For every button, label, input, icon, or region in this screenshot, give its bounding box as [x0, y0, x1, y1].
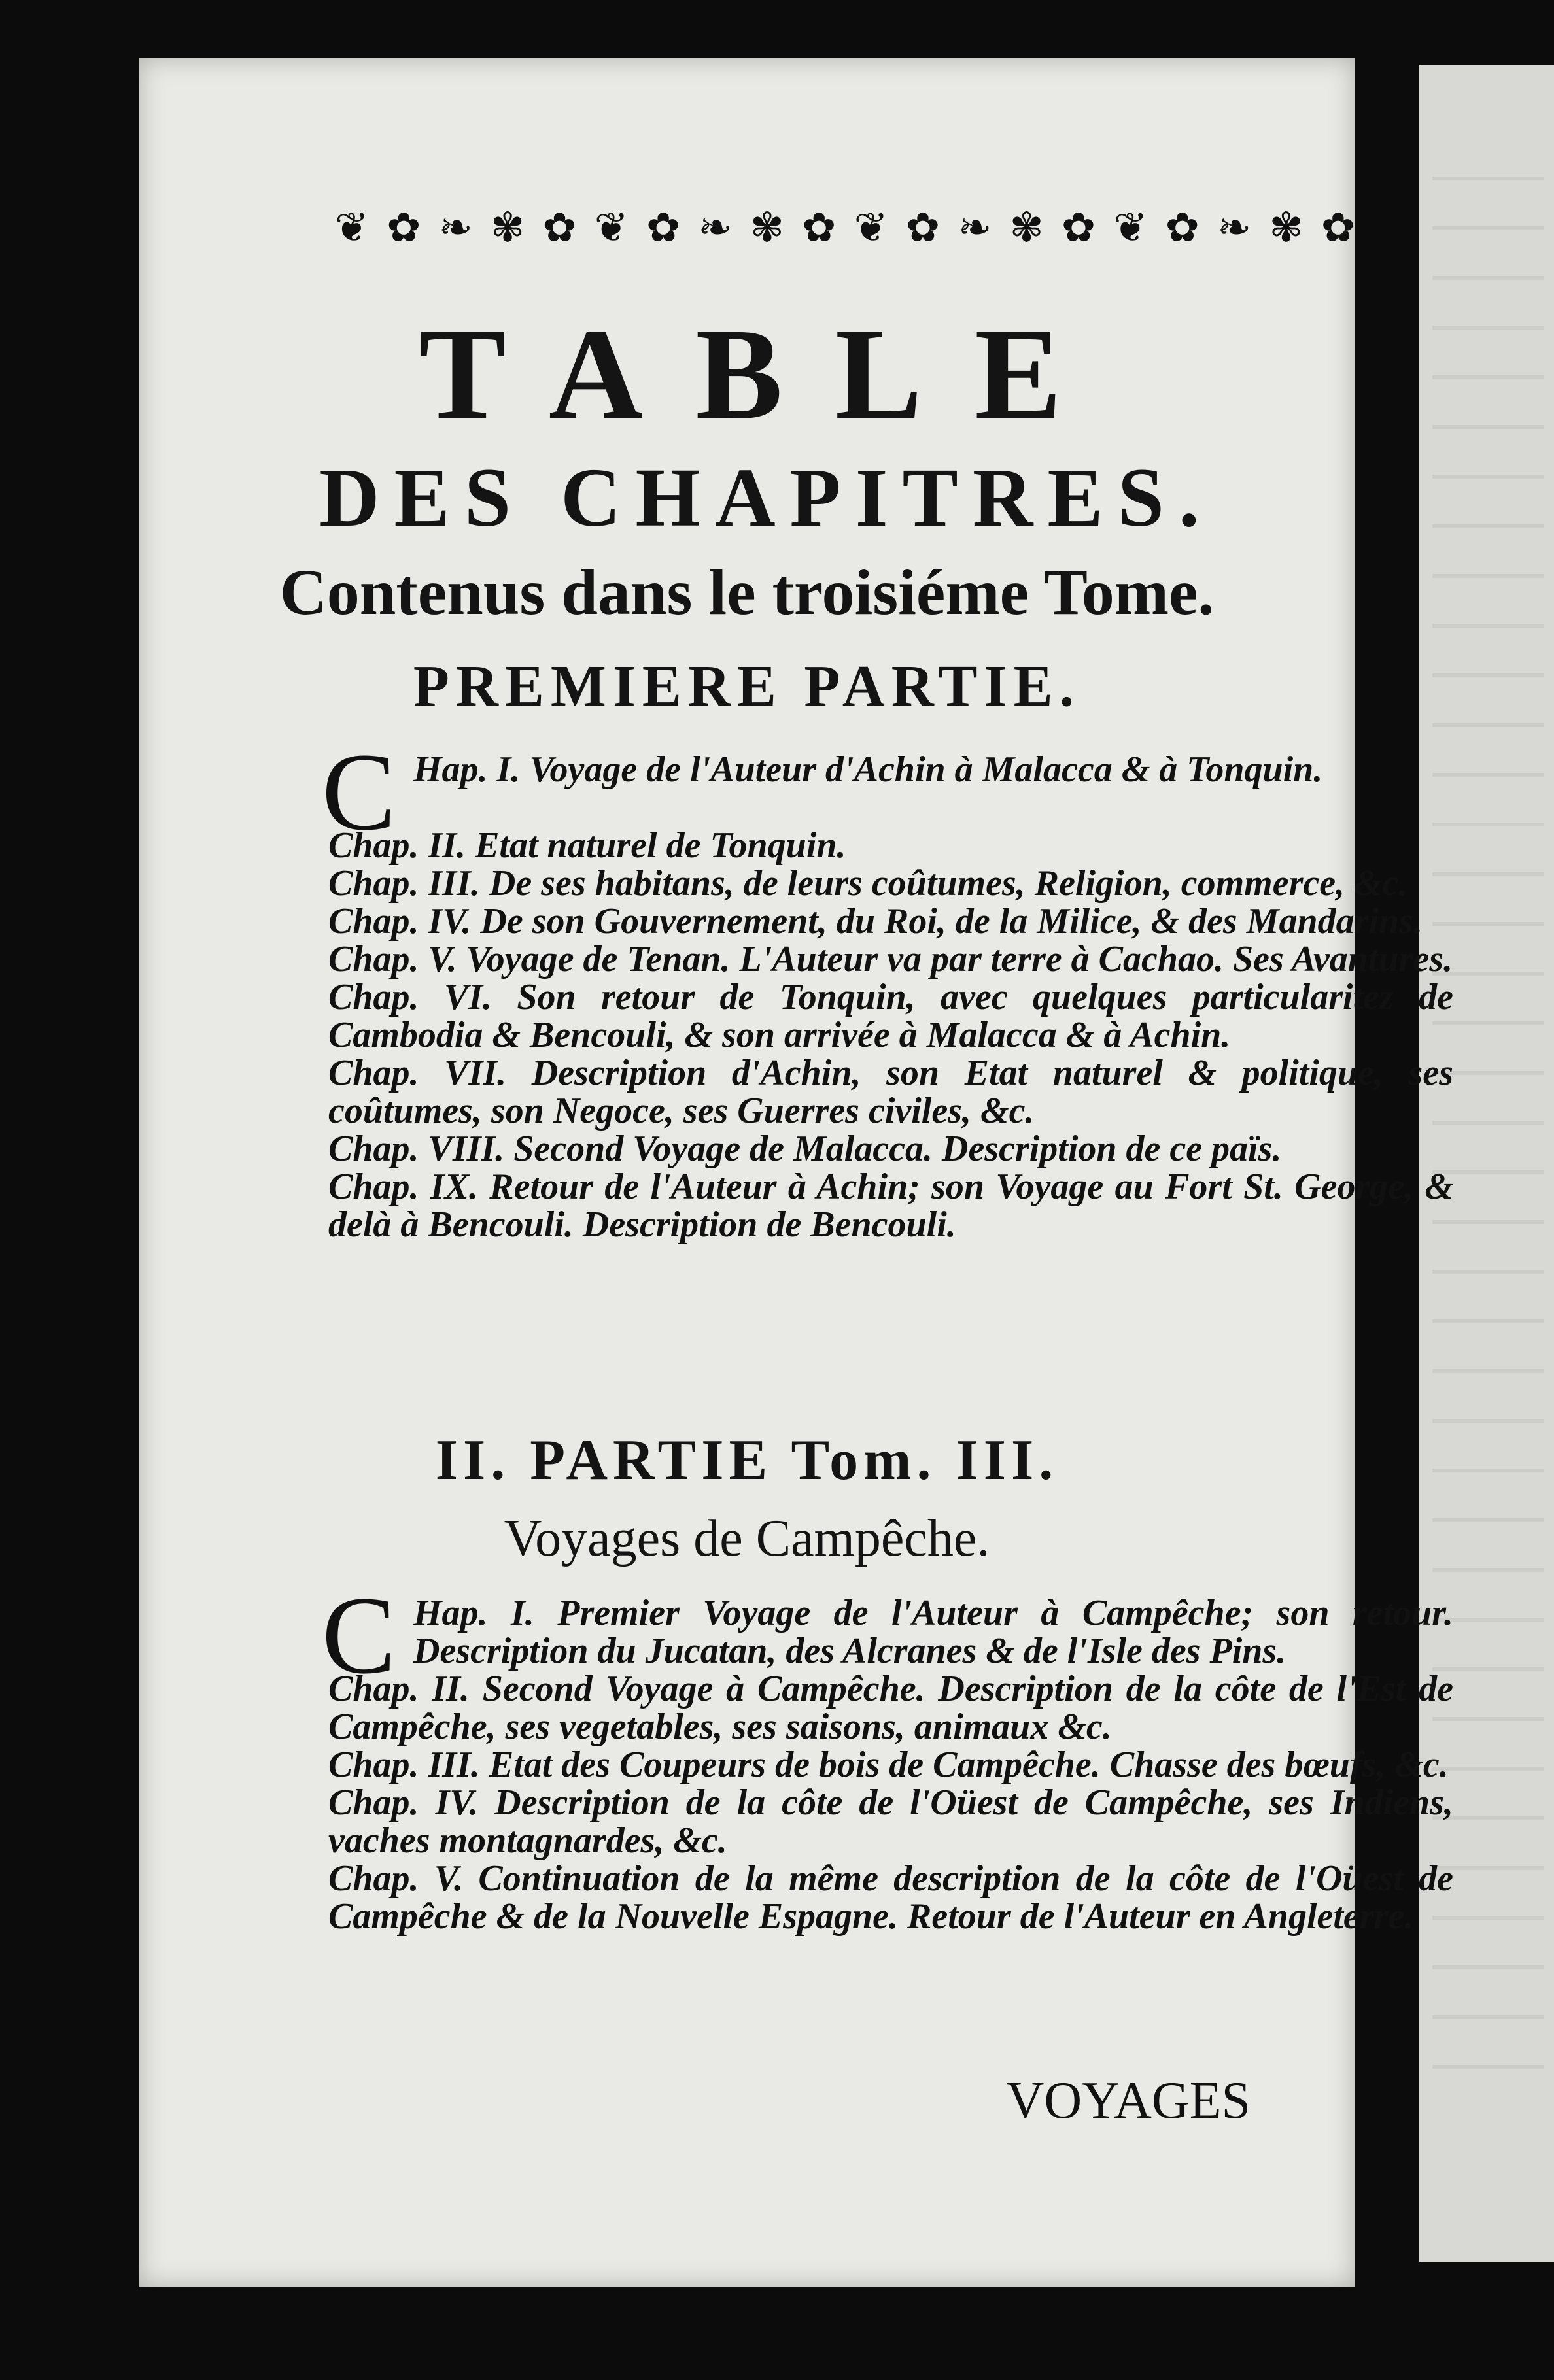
- chapter-entry: Chap. III. Etat des Coupeurs de bois de Campêche. Chasse des bœufs, &c.: [328, 1744, 1449, 1785]
- fleuron-ornament-icon: ✿: [646, 203, 681, 251]
- chapter-entry: Chap. VI. Son retour de Tonquin, avec quelques particularitez de Cambodia & Bencouli, & son arrivée à Malacca & à Achin.: [328, 977, 1453, 1055]
- chapter-entry: Chap. V. Continuation de la même description de la côte de l'Oüest de Campêche & de la Nouvelle Espagne. Retour de l'Auteur en Angleterre.: [328, 1858, 1453, 1937]
- fleuron-ornament-icon: ✾: [750, 203, 784, 251]
- chapter-entry: [322, 1574, 1453, 1697]
- fleuron-ornament-icon: ❦: [854, 203, 888, 251]
- fleuron-ornament-icon: ✿: [1321, 203, 1355, 251]
- chapter-entry: Chap. IV. Description de la côte de l'Oüest de Campêche, ses Indiens, vaches montagnardes, &c.: [328, 1782, 1453, 1861]
- book-page: [139, 58, 1453, 2287]
- fleuron-ornament-icon: ✿: [387, 203, 421, 251]
- fleuron-ornament-icon: ❧: [698, 203, 733, 251]
- chapter-entry: Chap. II. Etat naturel de Tonquin.: [328, 825, 846, 866]
- fleuron-ornament-icon: ✿: [1062, 203, 1096, 251]
- chapter-entry: Chap. II. Second Voyage à Campêche. Description de la côte de l'Est de Campêche, ses vegetables, ses saisons, animaux &c.: [328, 1669, 1453, 1747]
- fleuron-ornament-icon: ✿: [542, 203, 577, 251]
- chapter-entry: Chap. VII. Description d'Achin, son Etat naturel & politique, ses coûtumes, son Negoce, ses Guerres civiles, &c.: [328, 1053, 1453, 1131]
- page-title: TABLE: [419, 302, 1114, 447]
- part1-chapter-list: [322, 730, 1453, 1245]
- fleuron-ornament-icon: ❦: [594, 203, 629, 251]
- chapter-entry-text: Hap. I. Premier Voyage de l'Auteur à Campêche; son retour. Description du Jucatan, des Alcranes & de l'Isle des Pins.: [413, 1593, 1453, 1671]
- fleuron-ornament-icon: ✾: [1009, 203, 1044, 251]
- fleuron-ornament-icon: ✿: [905, 203, 940, 251]
- part1-heading: PREMIERE PARTIE.: [413, 654, 1081, 719]
- fleuron-ornament-icon: ✿: [1165, 203, 1200, 251]
- chapter-entry: Chap. IV. De son Gouvernement, du Roi, de la Milice, & des Mandarins.: [328, 901, 1423, 942]
- part2-heading: II. PARTIE Tom. III.: [435, 1429, 1059, 1492]
- printer-ornament-band: [335, 188, 1355, 267]
- fleuron-ornament-icon: ❧: [438, 203, 473, 251]
- fleuron-ornament-icon: ✾: [1269, 203, 1304, 251]
- catchword: VOYAGES: [1006, 2072, 1251, 2130]
- part2-subheading: Voyages de Campêche.: [504, 1510, 990, 1567]
- fleuron-ornament-icon: ✾: [491, 203, 525, 251]
- fleuron-ornament-icon: ❦: [335, 203, 369, 251]
- fleuron-ornament-icon: ❧: [1217, 203, 1252, 251]
- chapter-entry: Chap. IX. Retour de l'Auteur à Achin; son Voyage au Fort St. George, & delà à Bencouli. Description de Bencouli.: [328, 1166, 1453, 1245]
- drop-capital: C: [322, 1574, 396, 1697]
- page-title-line2: DES CHAPITRES.: [319, 451, 1214, 544]
- chapter-entry-text: Hap. I. Voyage de l'Auteur d'Achin à Malacca & à Tonquin.: [413, 749, 1323, 790]
- drop-capital: C: [322, 730, 396, 853]
- page-subtitle: Contenus dans le troisiéme Tome.: [279, 556, 1215, 628]
- fleuron-ornament-icon: ✿: [802, 203, 837, 251]
- chapter-entry: Chap. III. De ses habitans, de leurs coûtumes, Religion, commerce, &c.: [328, 863, 1408, 904]
- chapter-entry: Chap. VIII. Second Voyage de Malacca. Description de ce païs.: [328, 1129, 1282, 1169]
- chapter-entry: Chap. V. Voyage de Tenan. L'Auteur va par terre à Cachao. Ses Avantures.: [328, 939, 1453, 979]
- part2-chapter-list: [322, 1574, 1453, 1937]
- fleuron-ornament-icon: ❧: [958, 203, 992, 251]
- fleuron-ornament-icon: ❦: [1113, 203, 1148, 251]
